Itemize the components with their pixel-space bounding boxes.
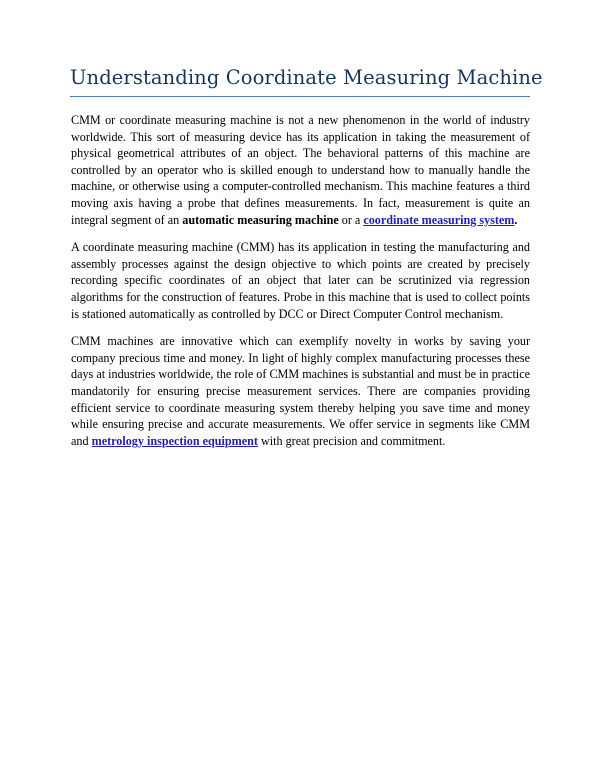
- paragraph-1-text: CMM or coordinate measuring machine is not a new phenomenon in the world of industry worldwide. This sort of measuring device has its application in taking the measurement of physical geometrical attributes of an object. The behavioral patterns of this machine are controlled by an operator who is skilled enough to understand how to manually handle the machine, or otherwise using a computer-controlled mechanism. This machine features a third moving axis having a probe that defines measurements. In fact, measurement is quite an integral segment of an: [71, 113, 530, 227]
- link-metrology-inspection-equipment[interactable]: metrology inspection equipment: [91, 433, 258, 448]
- paragraph-2: A coordinate measuring machine (CMM) has its application in testing the manufacturing and assembly processes against the design objective to which points are created by precisely recording specific coordinates of an object that later can be scrutinized via regression algorithms for the construction of features. Probe in this machine that is used to collect points is stationed automatically as controlled by DCC or Direct Computer Control mechanism.: [71, 240, 530, 321]
- paragraph-1-connector: or a: [338, 212, 364, 227]
- bold-term-automatic-measuring-machine: automatic measuring machine: [182, 212, 339, 227]
- document-body: [71, 112, 530, 460]
- title-underline-rule: [70, 96, 530, 97]
- paragraph-3-ending: with great precision and commitment.: [257, 433, 446, 448]
- paragraph-1-period: .: [514, 212, 518, 227]
- link-coordinate-measuring-system[interactable]: coordinate measuring system: [363, 212, 515, 227]
- paragraph-1: [71, 112, 530, 228]
- document-title: Understanding Coordinate Measuring Machine: [70, 66, 543, 89]
- paragraph-3: [71, 333, 530, 449]
- paragraph-3-text: CMM machines are innovative which can exemplify novelty in works by saving your company precious time and money. In light of highly complex manufacturing processes these days at industries worldwide, the role of CMM machines is substantial and must be in practice mandatorily for ensuring precise measurement services. There are companies providing efficient service to coordinate measuring system thereby helping you save time and money while ensuring precise and accurate measurements. We offer service in segments like CMM and: [71, 334, 530, 448]
